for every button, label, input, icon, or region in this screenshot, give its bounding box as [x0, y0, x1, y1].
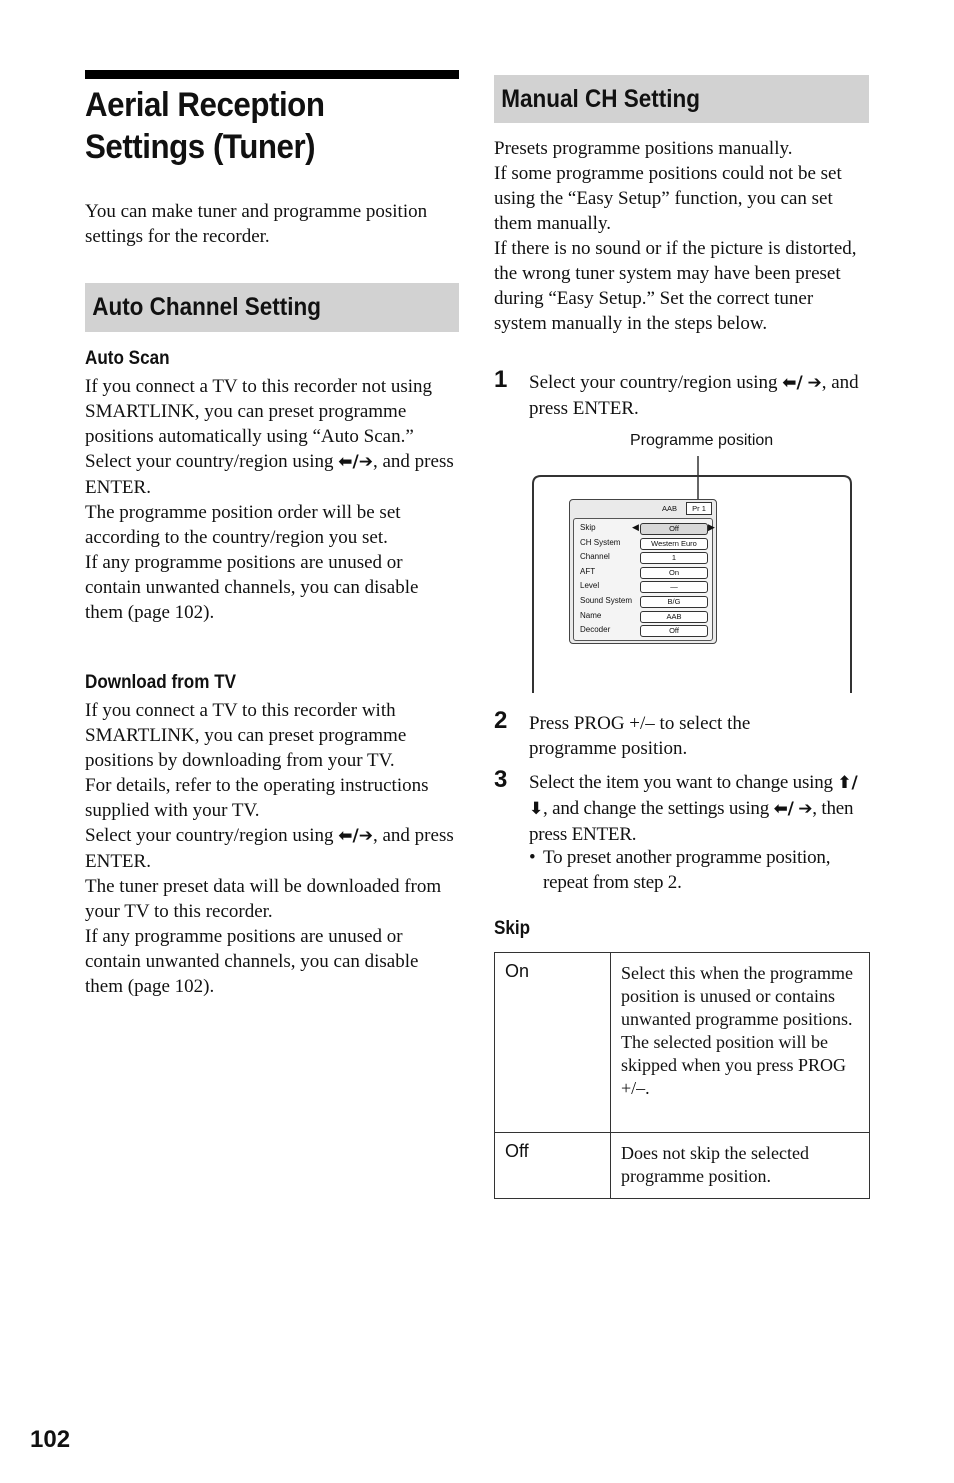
step-text: Press PROG +/– to select the programme position.: [529, 713, 751, 759]
left-arrow-icon: ⬅: [782, 373, 797, 393]
osd-row-skip: [574, 521, 714, 536]
skip-description: [611, 953, 870, 1133]
skip-description-text: Select this when the programme position is unused or contains unwanted programme positions.: [621, 963, 853, 1029]
step-number: 1: [494, 366, 508, 393]
osd-label: Name: [580, 610, 602, 620]
down-arrow-icon: ⬇: [529, 799, 544, 819]
section-heading-manual: [494, 75, 869, 123]
osd-value: Western Euro: [640, 538, 708, 550]
step-number: 2: [494, 707, 508, 734]
paragraph: If some programme positions could not be set using the “Easy Setup” function, you can set them manually.: [494, 163, 842, 234]
subheading-download: Download from TV: [85, 672, 237, 693]
subheading-skip: Skip: [494, 918, 531, 939]
download-body: [85, 698, 457, 999]
paragraph: The programme position order will be set according to the country/region you set.: [85, 502, 401, 548]
page-number: 102: [30, 1426, 71, 1453]
right-arrow-icon: ➔: [798, 799, 813, 819]
bullet-icon: •: [529, 847, 536, 868]
inline-text: Select your country/region using: [85, 451, 334, 472]
inline-text: , then press ENTER.: [529, 798, 854, 845]
section-heading-auto-label: Auto Channel Setting: [92, 293, 321, 321]
figure-callout: Programme position: [630, 432, 774, 449]
skip-option: Off: [495, 1133, 611, 1199]
table-row: [495, 953, 870, 1133]
inline-text: , and press ENTER.: [529, 372, 859, 419]
table-row: [495, 1133, 870, 1199]
paragraph: If any programme positions are unused or contain unwanted channels, you can disable them (page 102).: [85, 926, 419, 997]
auto-scan-body: [85, 374, 457, 625]
osd-row-decoder: [574, 623, 714, 638]
slash-glyph: /: [352, 452, 359, 472]
osd-list: [573, 518, 713, 641]
right-arrow-icon: ➔: [358, 452, 373, 472]
slash-glyph: /: [851, 773, 858, 793]
section-heading-manual-label: Manual CH Setting: [501, 85, 700, 113]
left-arrow-icon: ⬅: [338, 452, 353, 472]
step-text: [529, 370, 867, 421]
paragraph: The tuner preset data will be downloaded from your TV to this recorder.: [85, 876, 442, 922]
right-arrow-icon: ➔: [807, 373, 822, 393]
inline-text: Select your country/region using: [529, 372, 778, 393]
osd-row-sound-system: [574, 594, 714, 609]
right-arrow-icon: ➔: [358, 826, 373, 846]
osd-label: Skip: [580, 523, 596, 532]
osd-label: Sound System: [580, 596, 633, 605]
inline-text: Select your country/region using: [85, 825, 334, 846]
paragraph: Select your country/region using ⬅/➔, and press ENTER.: [85, 825, 454, 872]
skip-option: On: [495, 953, 611, 1133]
title-rule: [85, 70, 459, 79]
manual-intro: [494, 136, 868, 336]
slash-glyph: /: [787, 799, 794, 819]
subheading-auto-scan: Auto Scan: [85, 348, 170, 369]
osd-label: Channel: [580, 552, 610, 562]
inline-text: and press ENTER.: [85, 825, 454, 872]
osd-label: CH System: [580, 537, 621, 547]
paragraph: If any programme positions are unused or contain unwanted channels, you can disable them (page 102).: [85, 552, 419, 623]
osd-row-channel: [574, 550, 714, 565]
slash-glyph: /: [352, 826, 359, 846]
inline-text: , and change the settings using: [543, 798, 770, 819]
inline-text: and press ENTER.: [85, 451, 454, 498]
osd-label: Decoder: [580, 625, 611, 635]
skip-description-text: The selected position will be skipped when you press PROG +/–.: [621, 1032, 846, 1098]
intro-text: You can make tuner and programme position settings for the recorder.: [85, 201, 428, 247]
page-title-line1: Aerial Reception: [85, 86, 325, 124]
osd-label: Level: [580, 581, 600, 591]
step-note: To preset another programme position, repeat from step 2.: [543, 847, 831, 893]
osd-value: AAB: [640, 611, 708, 623]
step-text: [529, 770, 869, 847]
paragraph: Presets programme positions manually.: [494, 138, 793, 159]
page-title: [85, 84, 429, 168]
osd-row-aft: [574, 565, 714, 580]
osd-value: 1: [640, 552, 708, 564]
left-arrow-icon: ⬅: [773, 799, 788, 819]
osd-label: AFT: [580, 566, 596, 576]
osd-left-triangle-icon: ◀: [632, 522, 639, 532]
osd-value: Off: [640, 625, 708, 637]
osd-row-name: [574, 609, 714, 624]
osd-row-level: [574, 579, 714, 594]
paragraph: Select your country/region using ⬅/➔, and press ENTER.: [85, 451, 454, 498]
paragraph: If there is no sound or if the picture is distorted, the wrong tuner system may have been preset during “Easy Setup.” Set the correct tuner system manually in the steps below.: [494, 238, 857, 334]
osd-value: Off: [640, 523, 708, 535]
osd-row-ch-system: [574, 536, 714, 551]
slash-glyph: /: [796, 373, 803, 393]
paragraph: If you connect a TV to this recorder with SMARTLINK, you can preset programme positions by downloading from your TV.: [85, 700, 407, 771]
osd-value: —: [640, 581, 708, 593]
osd-right-triangle-icon: ▶: [708, 522, 715, 532]
paragraph: If you connect a TV to this recorder not using SMARTLINK, you can preset programme positions automatically using “Auto Scan.”: [85, 376, 433, 447]
osd-menu: [569, 499, 717, 644]
skip-description-text: Does not skip the selected programme position.: [621, 1143, 809, 1186]
osd-value: B/G: [640, 596, 708, 608]
step-number: 3: [494, 766, 508, 793]
up-arrow-icon: ⬆: [837, 773, 852, 793]
inline-text: Select the item you want to change using: [529, 772, 833, 793]
osd-channel-name: AAB: [662, 504, 678, 513]
osd-programme-position: Pr 1: [686, 502, 712, 515]
skip-table: [494, 952, 870, 1199]
left-arrow-icon: ⬅: [338, 826, 353, 846]
skip-description: [611, 1133, 870, 1199]
page-title-line2: Settings (Tuner): [85, 128, 316, 166]
section-heading-auto: [85, 283, 459, 332]
paragraph: For details, refer to the operating instructions supplied with your TV.: [85, 775, 429, 821]
osd-value: On: [640, 567, 708, 579]
